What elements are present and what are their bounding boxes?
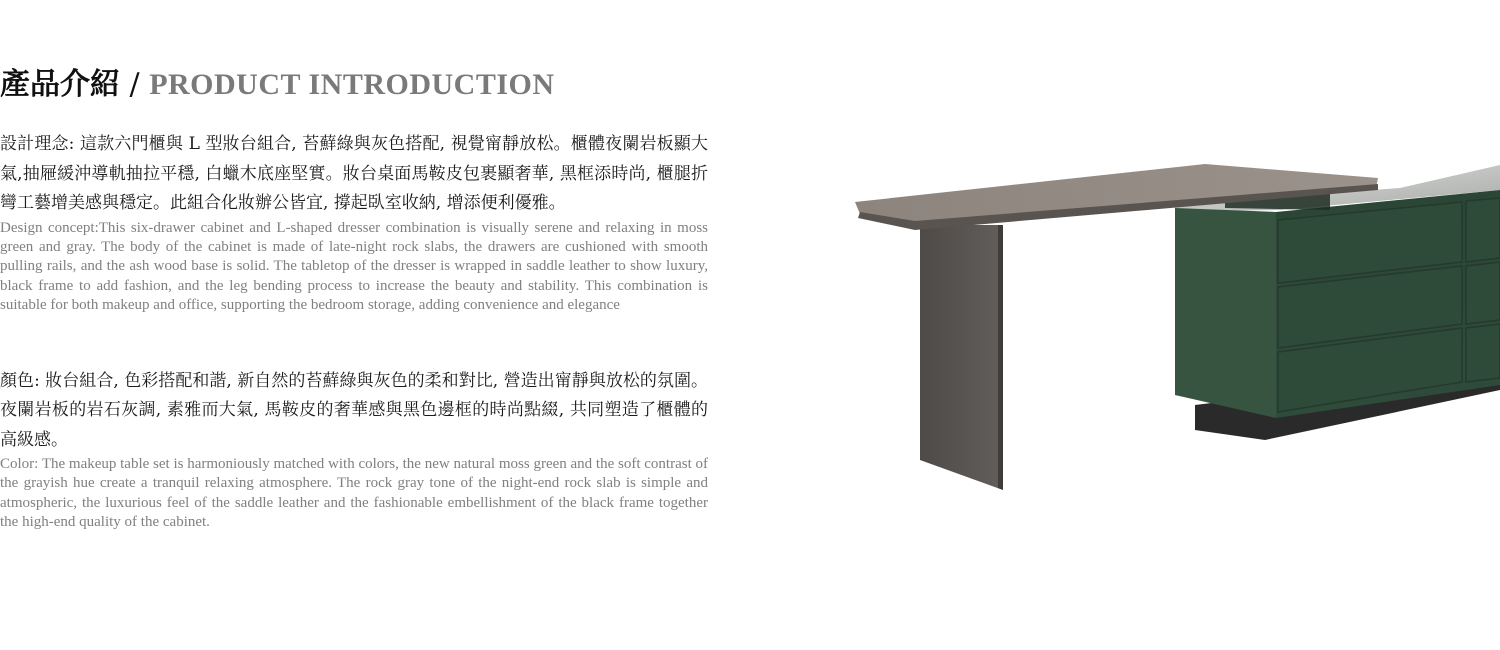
title-separator: / xyxy=(120,67,150,102)
design-concept-english: Design concept:This six-drawer cabinet and L-shaped dresser combination is visually serene and relaxing in moss green and gray. The body of the cabinet is made of late-night rock slabs, the drawers are cushioned with smooth pulling rails, and the ash wood base is solid. The tabletop of the dresser is wrapped in saddle leather to show luxury, black frame to add fashion, and the leg bending process to increase the beauty and stability. This combination is suitable for both makeup and office, supporting the bedroom storage, adding convenience and elegance xyxy=(0,219,708,314)
product-introduction-section xyxy=(0,64,708,533)
title-chinese: 產品介紹 xyxy=(0,67,120,102)
drawer-6 xyxy=(1466,324,1500,382)
product-image xyxy=(840,150,1500,510)
cabinet-side-panel xyxy=(1175,208,1276,418)
color-description-chinese: 顏色: 妝台組合, 色彩搭配和諧, 新自然的苔蘚綠與灰色的柔和對比, 營造出甯靜與放松的氛圍。夜闌岩板的岩石灰調, 素雅而大氣, 馬鞍皮的奢華感與黑色邊框的時尚點綴, 共同塑造了櫃體的高級感。 xyxy=(0,370,708,450)
page-title xyxy=(0,64,708,106)
drawer-fronts xyxy=(1278,198,1500,412)
design-concept-chinese: 設計理念: 這款六門櫃與 L 型妝台組合, 苔蘚綠與灰色搭配, 視覺甯靜放松。櫃體夜闌岩板顯大氣,抽屜緩沖導軌抽拉平穩, 白蠟木底座堅實。妝台桌面馬鞍皮包裹顯奢華, 黑框添時尚, 櫃腿折彎工藝增美感與穩定。此組合化妝辦公皆宜, 撐起臥室收納, 增添便利優雅。 xyxy=(0,134,708,213)
dresser-leg xyxy=(920,225,1003,490)
color-description-english: Color: The makeup table set is harmoniously matched with colors, the new natural moss green and the soft contrast of the grayish hue create a tranquil relaxing atmosphere. The rock gray tone of the night-end rock slab is simple and atmospheric, the luxurious feel of the saddle leather and the fashionable embellishment of the black frame together the high-end quality of the cabinet. xyxy=(0,456,708,531)
drawer-4 xyxy=(1466,198,1500,262)
title-english: PRODUCT INTRODUCTION xyxy=(149,68,555,101)
cabinet xyxy=(1175,165,1500,440)
dresser-leg-edge xyxy=(998,225,1003,490)
drawer-5 xyxy=(1466,262,1500,324)
